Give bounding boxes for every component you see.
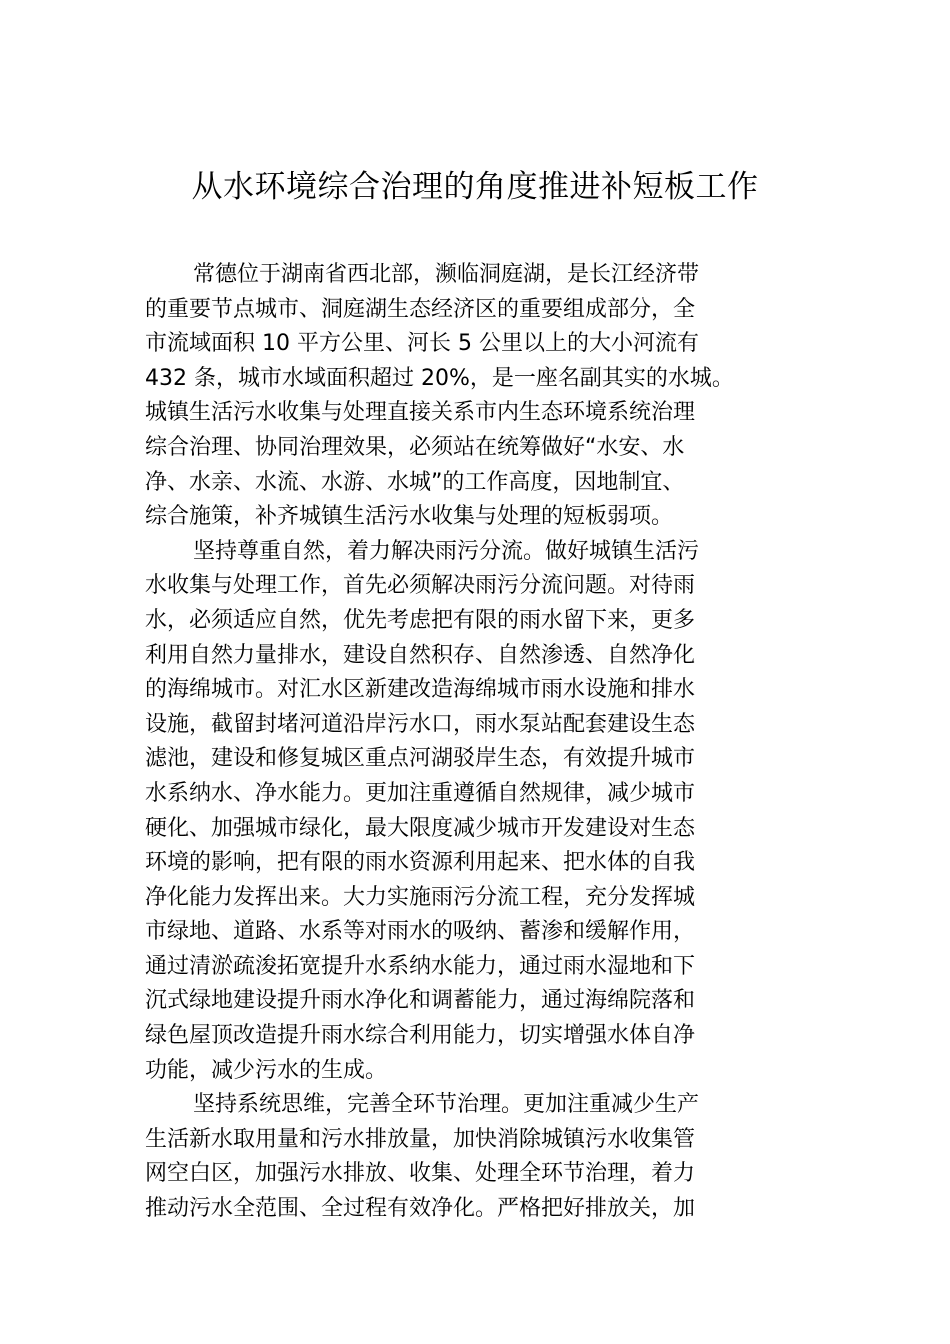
paragraph-line: 综合治理、协同治理效果，必须站在统筹做好“水安、水	[145, 434, 685, 460]
paragraph-3	[145, 1088, 815, 1226]
document-body	[145, 258, 815, 1227]
paragraph-line: 坚持尊重自然，着力解决雨污分流。做好城镇生活污	[193, 538, 700, 564]
paragraph-line: 推动污水全范围、全过程有效净化。严格把好排放关，加	[145, 1196, 696, 1222]
paragraph-line: 设施，截留封堵河道沿岸污水口，雨水泵站配套建设生态	[145, 711, 696, 737]
paragraph-1	[145, 258, 815, 535]
paragraph-line: 常德位于湖南省西北部，濒临洞庭湖，是长江经济带	[193, 262, 700, 287]
paragraph-line: 沉式绿地建设提升雨水净化和调蓄能力，通过海绵院落和	[145, 988, 696, 1014]
paragraph-line: 城镇生活污水收集与处理直接关系市内生态环境系统治理	[145, 400, 696, 426]
paragraph-line: 坚持系统思维，完善全环节治理。更加注重减少生产	[193, 1092, 700, 1118]
paragraph-line: 综合施策，补齐城镇生活污水收集与处理的短板弱项。	[145, 504, 674, 530]
paragraph-line: 绿色屋顶改造提升雨水综合利用能力，切实增强水体自净	[145, 1023, 696, 1049]
paragraph-line: 生活新水取用量和污水排放量，加快消除城镇污水收集管	[145, 1126, 696, 1152]
document-title: 从水环境综合治理的角度推进补短板工作	[191, 169, 759, 205]
paragraph-line: 环境的影响，把有限的雨水资源利用起来、把水体的自我	[145, 850, 696, 876]
paragraph-line: 432 条，城市水域面积超过 20%，是一座名副其实的水城。	[145, 365, 734, 391]
paragraph-line: 的重要节点城市、洞庭湖生态经济区的重要组成部分，全	[145, 296, 696, 322]
paragraph-line: 硬化、加强城市绿化，最大限度减少城市开发建设对生态	[145, 815, 696, 841]
paragraph-line: 的海绵城市。对汇水区新建改造海绵城市雨水设施和排水	[145, 677, 696, 703]
paragraph-2	[145, 535, 815, 1089]
paragraph-line: 水，必须适应自然，优先考虑把有限的雨水留下来，更多	[145, 607, 696, 633]
paragraph-line: 网空白区，加强污水排放、收集、处理全环节治理，着力	[145, 1161, 696, 1187]
paragraph-line: 净、水亲、水流、水游、水城”的工作高度，因地制宜、	[145, 469, 685, 495]
paragraph-line: 市流域面积 10 平方公里、河长 5 公里以上的大小河流有	[145, 331, 699, 357]
paragraph-line: 功能，减少污水的生成。	[145, 1057, 388, 1083]
paragraph-line: 净化能力发挥出来。大力实施雨污分流工程，充分发挥城	[145, 884, 696, 910]
paragraph-line: 通过清淤疏浚拓宽提升水系纳水能力，通过雨水湿地和下	[145, 953, 696, 979]
paragraph-line: 水系纳水、净水能力。更加注重遵循自然规律，减少城市	[145, 780, 696, 806]
paragraph-line: 利用自然力量排水，建设自然积存、自然渗透、自然净化	[145, 642, 696, 668]
paragraph-line: 水收集与处理工作，首先必须解决雨污分流问题。对待雨	[145, 573, 696, 599]
paragraph-line: 滤池，建设和修复城区重点河湖驳岸生态，有效提升城市	[145, 746, 696, 772]
paragraph-line: 市绿地、道路、水系等对雨水的吸纳、蓄渗和缓解作用，	[145, 919, 696, 945]
